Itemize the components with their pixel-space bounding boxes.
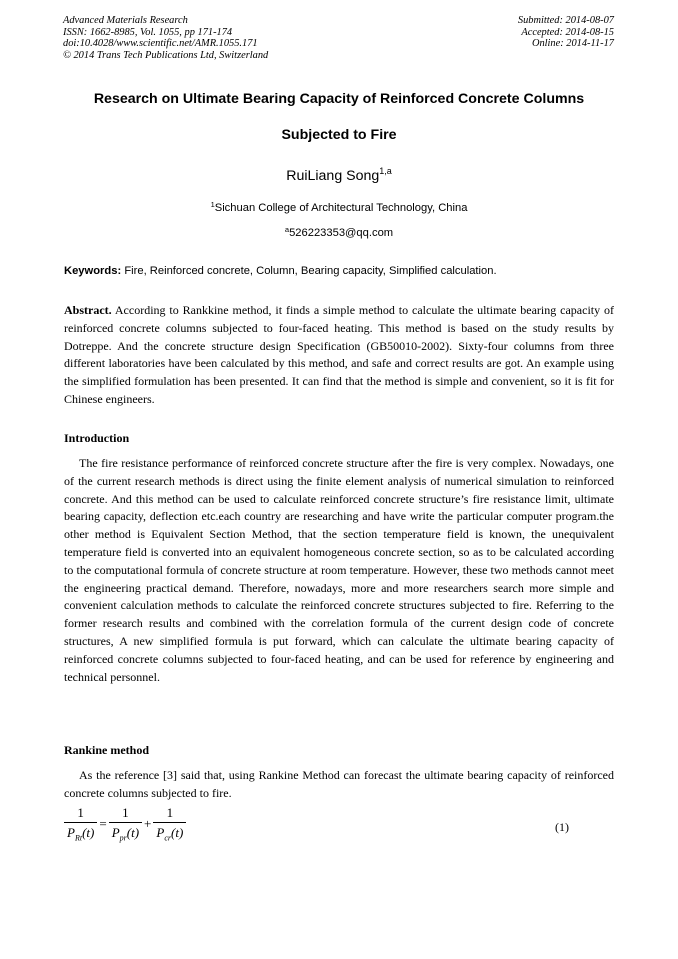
section-heading-rankine: Rankine method xyxy=(64,743,150,757)
doi-line: doi:10.4028/www.scientific.net/AMR.1055.171 xyxy=(63,38,258,50)
affiliation xyxy=(40,202,638,214)
author-superscript: 1,a xyxy=(379,166,392,176)
equation-lhs-symbol: P xyxy=(67,825,75,840)
equation-term2-denominator xyxy=(153,822,186,843)
equation-lhs-numerator: 1 xyxy=(77,805,84,820)
affiliation-superscript: 1 xyxy=(210,200,215,209)
equation-term2-fraction xyxy=(153,805,186,843)
equation-term2-symbol: P xyxy=(156,825,165,840)
equation-lhs-subscript: Rt xyxy=(74,833,83,843)
equation-lhs-denominator xyxy=(64,822,97,843)
email-superscript: a xyxy=(284,225,290,234)
issn-line: ISSN: 1662-8985, Vol. 1055, pp 171-174 xyxy=(63,26,233,38)
equation-term1-fraction xyxy=(109,805,142,843)
equation-term2-subscript: cr xyxy=(164,833,172,843)
affiliation-text: Sichuan College of Architectural Technology, China xyxy=(214,202,468,214)
keywords-label: Keywords: xyxy=(64,265,122,277)
equation-term2-numerator: 1 xyxy=(166,805,174,820)
journal-header-left xyxy=(63,15,268,61)
email-text: 526223353@qq.com xyxy=(289,227,394,239)
author-name: RuiLiang Song xyxy=(286,168,380,184)
rankine-paragraph: As the reference [3] said that, using Rankine Method can forecast the ultimate bearing capacity of reinforced concrete columns subjected to fire. xyxy=(64,768,614,800)
abstract-text: According to Rankkine method, it finds a simple method to calculate the ultimate bearing capacity of reinforced concrete columns subjected to four-faced heating. This method is based on the study results by Dotreppe. And the concrete structure design Specification (GB50010-2002). Sixty-four columns from three different laboratories have been calculated by this method, and safe and correct results are got. An example using the simplified formulation has been presented. It can find that the method is simple and convenient, so it is fit for Chinese engineers. xyxy=(64,303,615,406)
keywords xyxy=(64,265,497,277)
author xyxy=(40,168,638,184)
paper-title-line-2: Subjected to Fire xyxy=(281,127,397,143)
equation-lhs-argument: (t) xyxy=(82,825,95,840)
equation-number: (1) xyxy=(555,820,569,834)
equation-term1-denominator xyxy=(109,822,142,843)
equation-1 xyxy=(64,805,186,843)
introduction-paragraph: The fire resistance performance of reinforced concrete structure after the fire is very complex. Nowadays, one of the current research methods is direct using the finite element analysis of numerical simulation to reinforced concrete. And this method can be used to calculate reinforced concrete structure’s fire resistance limit, ultimate bearing capacity, deflection etc.each country are researching and have write the particular computer program.the other method is Equivalent Section Method, that the section temperature field is known, the unequivalent temperature field is converted into an equivalent homogeneous concrete section, so as to be calculated according to the computational formula of concrete structure at room temperature. However, these two methods cannot meet the engineering practical demand. Therefore, nowadays, more and more researchers search more simple and convenient calculation methods to calculate the reinforced concrete structures subjected to fire. Referring to the former research results and combined with the correlation formula of the current design code of concrete structures, A new simplified formula is put forward, which can calculate the ultimate bearing capacity of reinforced concrete columns subjected to four-faced heating, and can be used for reference by engineering and technical personnel. xyxy=(64,456,614,684)
journal-name: Advanced Materials Research xyxy=(63,15,188,26)
equation-term1-argument: (t) xyxy=(126,825,140,840)
copyright-line: © 2014 Trans Tech Publications Ltd, Switzerland xyxy=(63,49,269,61)
keywords-text: Fire, Reinforced concrete, Column, Bearing capacity, Simplified calculation. xyxy=(124,265,497,277)
equation-lhs-fraction xyxy=(64,805,97,843)
equation-term2-argument: (t) xyxy=(171,825,184,840)
equation-term1-symbol: P xyxy=(111,825,120,840)
abstract xyxy=(64,302,614,409)
accepted-date: Accepted: 2014-08-15 xyxy=(521,26,614,38)
journal-header-right xyxy=(518,15,614,50)
abstract-label: Abstract. xyxy=(64,303,112,317)
equation-plus-sign: + xyxy=(144,815,152,831)
paper-title-line-1: Research on Ultimate Bearing Capacity of Reinforced Concrete Columns xyxy=(93,91,585,107)
equation-term1-numerator: 1 xyxy=(122,805,129,820)
section-heading-introduction: Introduction xyxy=(64,431,130,445)
online-date: Online: 2014-11-17 xyxy=(531,38,614,50)
equation-equals-sign: = xyxy=(99,815,107,831)
equation-term1-subscript: pr xyxy=(119,833,127,843)
author-email xyxy=(40,227,638,239)
submitted-date: Submitted: 2014-08-07 xyxy=(517,15,614,26)
